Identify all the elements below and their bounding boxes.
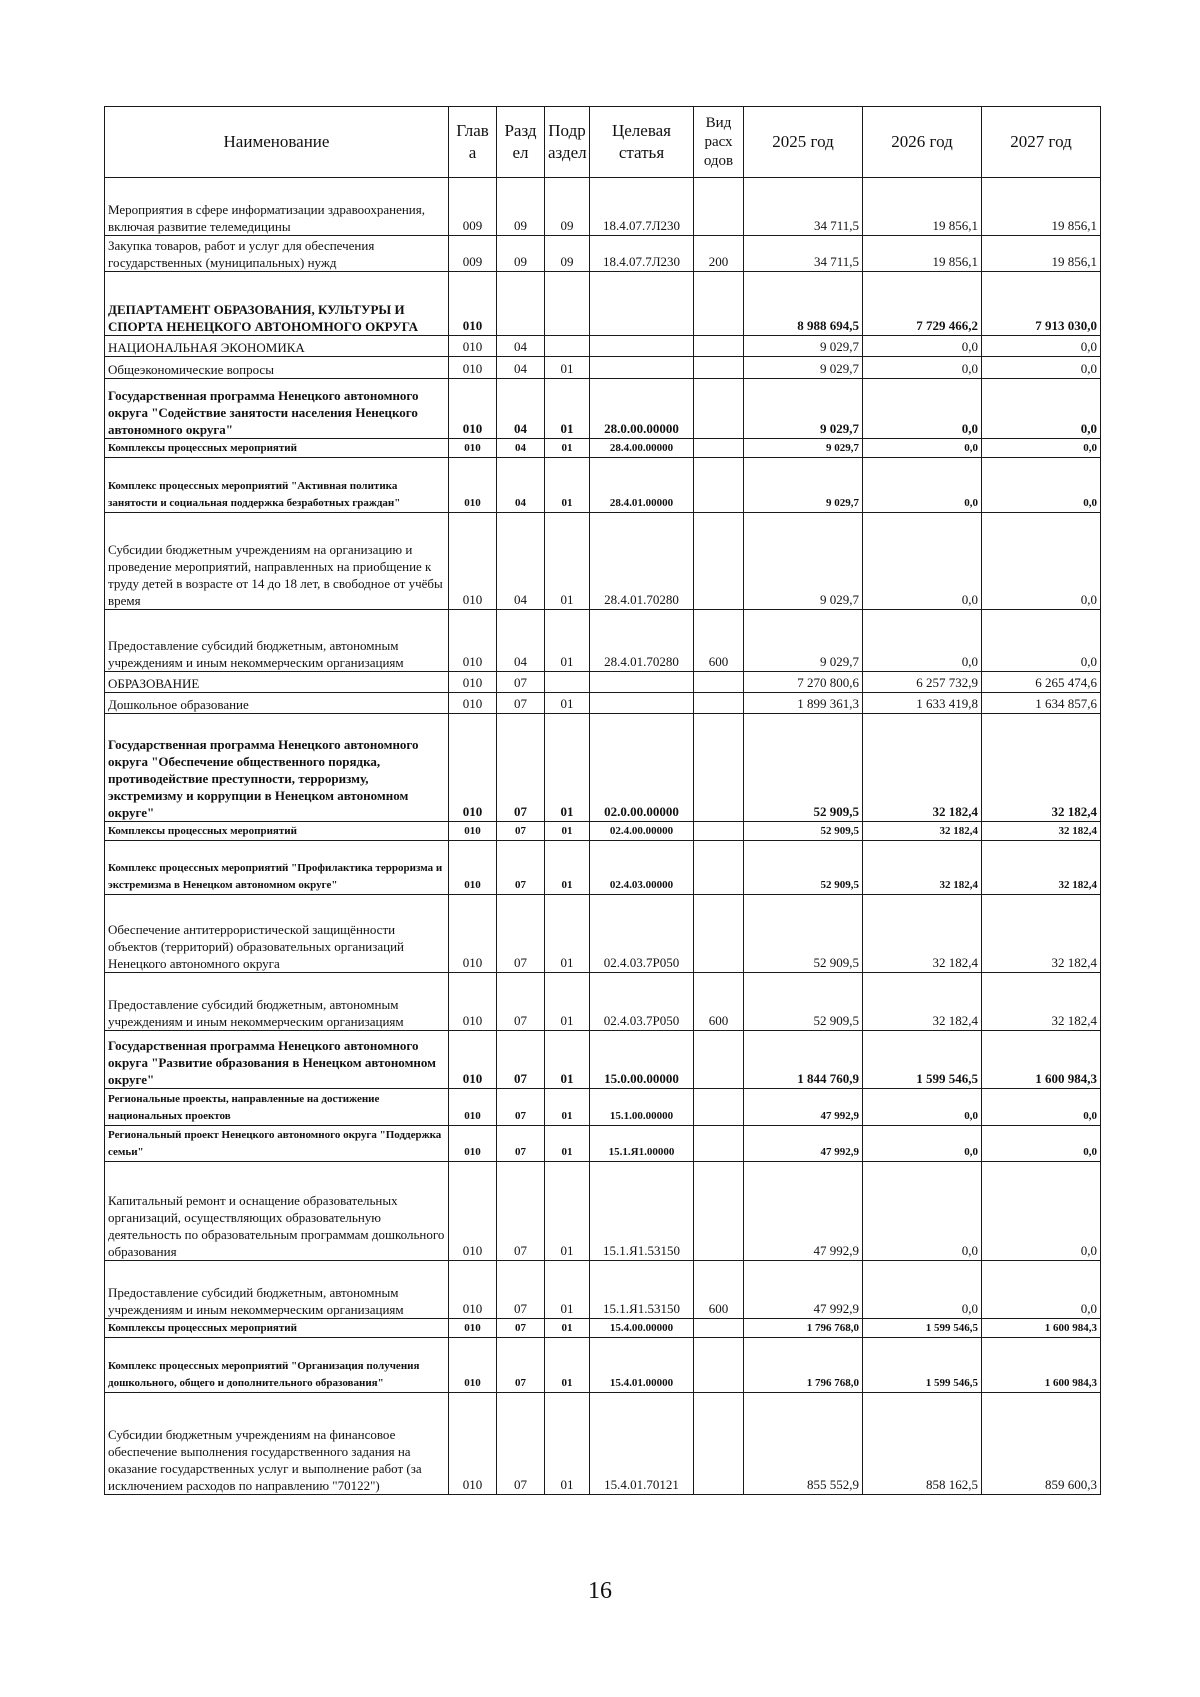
cell-tselevaya: 15.1.00.00000 <box>590 1089 694 1126</box>
cell-name: Закупка товаров, работ и услуг для обеспечения государственных (муниципальных) нужд <box>105 236 449 272</box>
table-row <box>105 895 1101 973</box>
cell-y2026: 0,0 <box>863 1126 982 1162</box>
cell-podrazdel: 01 <box>545 458 590 513</box>
cell-y2025: 47 992,9 <box>744 1261 863 1319</box>
cell-podrazdel: 01 <box>545 1319 590 1338</box>
cell-tselevaya: 18.4.07.7Л230 <box>590 236 694 272</box>
table-row <box>105 1126 1101 1162</box>
cell-y2026: 32 182,4 <box>863 714 982 822</box>
table-row <box>105 822 1101 841</box>
cell-vid <box>694 357 744 379</box>
table-row <box>105 1319 1101 1338</box>
cell-podrazdel: 01 <box>545 513 590 610</box>
cell-vid: 600 <box>694 973 744 1031</box>
cell-glava: 010 <box>449 1162 497 1261</box>
cell-podrazdel: 01 <box>545 610 590 672</box>
cell-name: Предоставление субсидий бюджетным, автономным учреждениям и иным некоммерческим организациям <box>105 973 449 1031</box>
cell-y2025: 9 029,7 <box>744 357 863 379</box>
cell-tselevaya: 15.1.Я1.53150 <box>590 1261 694 1319</box>
table-row <box>105 1338 1101 1393</box>
cell-y2026: 0,0 <box>863 439 982 458</box>
cell-podrazdel: 09 <box>545 236 590 272</box>
cell-y2025: 47 992,9 <box>744 1126 863 1162</box>
cell-y2026: 6 257 732,9 <box>863 672 982 693</box>
table-row <box>105 379 1101 439</box>
table-row <box>105 178 1101 236</box>
cell-glava: 010 <box>449 841 497 895</box>
cell-y2025: 52 909,5 <box>744 714 863 822</box>
cell-razdel: 07 <box>497 714 545 822</box>
cell-vid <box>694 458 744 513</box>
header-name: Наименование <box>105 107 449 178</box>
cell-y2026: 0,0 <box>863 379 982 439</box>
cell-razdel: 09 <box>497 178 545 236</box>
cell-glava: 010 <box>449 272 497 336</box>
cell-y2025: 9 029,7 <box>744 336 863 357</box>
cell-y2025: 52 909,5 <box>744 822 863 841</box>
cell-y2027: 19 856,1 <box>982 178 1101 236</box>
cell-podrazdel: 01 <box>545 357 590 379</box>
cell-y2026: 1 599 546,5 <box>863 1338 982 1393</box>
cell-y2025: 9 029,7 <box>744 513 863 610</box>
cell-y2026: 1 633 419,8 <box>863 693 982 714</box>
cell-vid <box>694 1126 744 1162</box>
cell-vid <box>694 895 744 973</box>
cell-name: Дошкольное образование <box>105 693 449 714</box>
cell-podrazdel: 09 <box>545 178 590 236</box>
cell-y2025: 7 270 800,6 <box>744 672 863 693</box>
cell-glava: 010 <box>449 1319 497 1338</box>
cell-razdel: 07 <box>497 1319 545 1338</box>
cell-y2026: 0,0 <box>863 1089 982 1126</box>
cell-name: Комплексы процессных мероприятий <box>105 1319 449 1338</box>
cell-glava: 010 <box>449 1031 497 1089</box>
cell-glava: 010 <box>449 610 497 672</box>
table-row <box>105 1393 1101 1495</box>
cell-name: Мероприятия в сфере информатизации здравоохранения, включая развитие телемедицины <box>105 178 449 236</box>
table-body <box>105 178 1101 1495</box>
table-row <box>105 1031 1101 1089</box>
cell-name: Субсидии бюджетным учреждениям на организацию и проведение мероприятий, направленных на приобщение к труду детей в возрасте от 14 до 18 лет, в свободное от учёбы время <box>105 513 449 610</box>
cell-y2026: 0,0 <box>863 357 982 379</box>
cell-vid <box>694 336 744 357</box>
header-2026: 2026 год <box>863 107 982 178</box>
header-2027: 2027 год <box>982 107 1101 178</box>
table-row <box>105 272 1101 336</box>
cell-vid <box>694 513 744 610</box>
cell-vid <box>694 822 744 841</box>
cell-y2026: 858 162,5 <box>863 1393 982 1495</box>
cell-tselevaya: 15.4.00.00000 <box>590 1319 694 1338</box>
table-row <box>105 513 1101 610</box>
cell-y2025: 9 029,7 <box>744 379 863 439</box>
cell-tselevaya: 15.1.Я1.00000 <box>590 1126 694 1162</box>
table-row <box>105 973 1101 1031</box>
budget-table <box>104 106 1101 1495</box>
cell-y2026: 0,0 <box>863 1261 982 1319</box>
header-glava: Глав а <box>449 107 497 178</box>
cell-tselevaya: 15.4.01.70121 <box>590 1393 694 1495</box>
cell-tselevaya: 02.4.03.7Р050 <box>590 895 694 973</box>
cell-y2025: 34 711,5 <box>744 236 863 272</box>
cell-vid <box>694 1089 744 1126</box>
cell-name: Комплексы процессных мероприятий <box>105 439 449 458</box>
cell-name: Капитальный ремонт и оснащение образовательных организаций, осуществляющих образовательную деятельность по образовательным программам дошкольного образования <box>105 1162 449 1261</box>
cell-y2025: 9 029,7 <box>744 610 863 672</box>
cell-glava: 010 <box>449 822 497 841</box>
cell-podrazdel: 01 <box>545 1089 590 1126</box>
page-number: 16 <box>588 1578 612 1604</box>
cell-tselevaya <box>590 693 694 714</box>
cell-podrazdel: 01 <box>545 379 590 439</box>
cell-glava: 009 <box>449 178 497 236</box>
cell-y2026: 0,0 <box>863 610 982 672</box>
cell-tselevaya: 28.4.01.00000 <box>590 458 694 513</box>
cell-y2025: 52 909,5 <box>744 895 863 973</box>
table-row <box>105 357 1101 379</box>
table-row <box>105 841 1101 895</box>
cell-y2027: 1 600 984,3 <box>982 1338 1101 1393</box>
cell-podrazdel <box>545 336 590 357</box>
cell-y2026: 1 599 546,5 <box>863 1319 982 1338</box>
cell-y2025: 52 909,5 <box>744 841 863 895</box>
cell-vid <box>694 1031 744 1089</box>
cell-y2026: 32 182,4 <box>863 895 982 973</box>
cell-tselevaya: 28.4.01.70280 <box>590 513 694 610</box>
cell-tselevaya: 02.0.00.00000 <box>590 714 694 822</box>
cell-y2025: 9 029,7 <box>744 458 863 513</box>
cell-razdel: 04 <box>497 379 545 439</box>
cell-y2027: 32 182,4 <box>982 714 1101 822</box>
table-row <box>105 1089 1101 1126</box>
cell-glava: 010 <box>449 336 497 357</box>
cell-vid <box>694 439 744 458</box>
cell-vid <box>694 672 744 693</box>
cell-y2027: 0,0 <box>982 513 1101 610</box>
cell-vid: 200 <box>694 236 744 272</box>
header-razdel: Разд ел <box>497 107 545 178</box>
cell-vid <box>694 693 744 714</box>
cell-tselevaya <box>590 672 694 693</box>
cell-y2026: 32 182,4 <box>863 822 982 841</box>
cell-razdel: 04 <box>497 610 545 672</box>
cell-podrazdel: 01 <box>545 1261 590 1319</box>
cell-razdel: 07 <box>497 1089 545 1126</box>
cell-podrazdel: 01 <box>545 1031 590 1089</box>
cell-tselevaya: 18.4.07.7Л230 <box>590 178 694 236</box>
cell-name: Государственная программа Ненецкого автономного округа "Содействие занятости населения Ненецкого автономного округа" <box>105 379 449 439</box>
table-header-row <box>105 107 1101 178</box>
cell-name: Субсидии бюджетным учреждениям на финансовое обеспечение выполнения государственного задания на оказание государственных услуг и выполнение работ (за исключением расходов по направлению "70122") <box>105 1393 449 1495</box>
cell-y2027: 859 600,3 <box>982 1393 1101 1495</box>
cell-razdel: 07 <box>497 1126 545 1162</box>
table-row <box>105 439 1101 458</box>
cell-y2027: 32 182,4 <box>982 895 1101 973</box>
cell-podrazdel: 01 <box>545 973 590 1031</box>
cell-y2027: 0,0 <box>982 1162 1101 1261</box>
cell-name: Предоставление субсидий бюджетным, автономным учреждениям и иным некоммерческим организациям <box>105 1261 449 1319</box>
cell-razdel: 07 <box>497 1338 545 1393</box>
cell-tselevaya: 28.0.00.00000 <box>590 379 694 439</box>
cell-razdel: 07 <box>497 895 545 973</box>
cell-razdel: 04 <box>497 439 545 458</box>
cell-podrazdel: 01 <box>545 439 590 458</box>
cell-vid: 600 <box>694 610 744 672</box>
cell-glava: 010 <box>449 513 497 610</box>
cell-podrazdel: 01 <box>545 1393 590 1495</box>
cell-glava: 010 <box>449 672 497 693</box>
cell-razdel: 04 <box>497 336 545 357</box>
cell-y2025: 1 796 768,0 <box>744 1319 863 1338</box>
header-vid-raskhodov: Вид расх одов <box>694 107 744 178</box>
cell-vid <box>694 1393 744 1495</box>
cell-tselevaya: 28.4.00.00000 <box>590 439 694 458</box>
table-row <box>105 714 1101 822</box>
cell-glava: 010 <box>449 895 497 973</box>
cell-y2025: 8 988 694,5 <box>744 272 863 336</box>
table-row <box>105 610 1101 672</box>
cell-glava: 010 <box>449 379 497 439</box>
cell-y2026: 0,0 <box>863 458 982 513</box>
cell-y2026: 1 599 546,5 <box>863 1031 982 1089</box>
cell-name: Комплекс процессных мероприятий "Организация получения дошкольного, общего и дополнительного образования" <box>105 1338 449 1393</box>
cell-razdel: 04 <box>497 458 545 513</box>
cell-y2027: 0,0 <box>982 458 1101 513</box>
cell-y2027: 0,0 <box>982 1126 1101 1162</box>
cell-y2025: 9 029,7 <box>744 439 863 458</box>
cell-vid <box>694 841 744 895</box>
cell-podrazdel <box>545 272 590 336</box>
cell-vid <box>694 379 744 439</box>
cell-glava: 009 <box>449 236 497 272</box>
cell-glava: 010 <box>449 439 497 458</box>
cell-podrazdel: 01 <box>545 822 590 841</box>
cell-glava: 010 <box>449 1261 497 1319</box>
cell-tselevaya: 15.0.00.00000 <box>590 1031 694 1089</box>
cell-tselevaya: 02.4.03.00000 <box>590 841 694 895</box>
cell-y2026: 19 856,1 <box>863 178 982 236</box>
cell-y2025: 47 992,9 <box>744 1089 863 1126</box>
cell-podrazdel <box>545 672 590 693</box>
cell-y2025: 855 552,9 <box>744 1393 863 1495</box>
header-2025: 2025 год <box>744 107 863 178</box>
cell-razdel: 09 <box>497 236 545 272</box>
table-row <box>105 236 1101 272</box>
cell-y2027: 1 600 984,3 <box>982 1031 1101 1089</box>
cell-glava: 010 <box>449 1338 497 1393</box>
cell-razdel: 07 <box>497 1031 545 1089</box>
cell-name: ДЕПАРТАМЕНТ ОБРАЗОВАНИЯ, КУЛЬТУРЫ И СПОРТА НЕНЕЦКОГО АВТОНОМНОГО ОКРУГА <box>105 272 449 336</box>
cell-tselevaya: 02.4.03.7Р050 <box>590 973 694 1031</box>
cell-y2027: 0,0 <box>982 336 1101 357</box>
cell-y2027: 1 600 984,3 <box>982 1319 1101 1338</box>
cell-razdel: 04 <box>497 513 545 610</box>
cell-podrazdel: 01 <box>545 1162 590 1261</box>
cell-name: Предоставление субсидий бюджетным, автономным учреждениям и иным некоммерческим организациям <box>105 610 449 672</box>
cell-name: Обеспечение антитеррористической защищённости объектов (территорий) образовательных организаций Ненецкого автономного округа <box>105 895 449 973</box>
cell-razdel: 07 <box>497 1393 545 1495</box>
cell-name: Государственная программа Ненецкого автономного округа "Развитие образования в Ненецком автономном округе" <box>105 1031 449 1089</box>
cell-name: НАЦИОНАЛЬНАЯ ЭКОНОМИКА <box>105 336 449 357</box>
cell-razdel <box>497 272 545 336</box>
cell-glava: 010 <box>449 458 497 513</box>
cell-podrazdel: 01 <box>545 714 590 822</box>
cell-podrazdel: 01 <box>545 1126 590 1162</box>
cell-y2027: 0,0 <box>982 357 1101 379</box>
cell-razdel: 07 <box>497 672 545 693</box>
cell-razdel: 07 <box>497 822 545 841</box>
cell-glava: 010 <box>449 1126 497 1162</box>
cell-vid <box>694 272 744 336</box>
cell-y2026: 32 182,4 <box>863 973 982 1031</box>
cell-glava: 010 <box>449 714 497 822</box>
header-tselevaya-statya: Целевая статья <box>590 107 694 178</box>
cell-y2026: 0,0 <box>863 513 982 610</box>
cell-vid <box>694 1162 744 1261</box>
cell-glava: 010 <box>449 1393 497 1495</box>
cell-name: Региональные проекты, направленные на достижение национальных проектов <box>105 1089 449 1126</box>
cell-glava: 010 <box>449 357 497 379</box>
cell-y2026: 0,0 <box>863 336 982 357</box>
cell-y2025: 1 899 361,3 <box>744 693 863 714</box>
cell-name: Комплекс процессных мероприятий "Активная политика занятости и социальная поддержка безработных граждан" <box>105 458 449 513</box>
cell-y2026: 7 729 466,2 <box>863 272 982 336</box>
cell-y2026: 19 856,1 <box>863 236 982 272</box>
cell-podrazdel: 01 <box>545 1338 590 1393</box>
cell-name: Государственная программа Ненецкого автономного округа "Обеспечение общественного порядка, противодействие преступности, терроризму, экстремизму и коррупции в Ненецком автономном округе" <box>105 714 449 822</box>
table-row <box>105 1261 1101 1319</box>
cell-y2025: 47 992,9 <box>744 1162 863 1261</box>
cell-vid: 600 <box>694 1261 744 1319</box>
cell-name: Комплексы процессных мероприятий <box>105 822 449 841</box>
cell-razdel: 07 <box>497 973 545 1031</box>
cell-vid <box>694 178 744 236</box>
table-row <box>105 1162 1101 1261</box>
cell-y2025: 1 796 768,0 <box>744 1338 863 1393</box>
cell-y2027: 0,0 <box>982 439 1101 458</box>
cell-razdel: 07 <box>497 693 545 714</box>
cell-y2027: 0,0 <box>982 1261 1101 1319</box>
cell-tselevaya <box>590 357 694 379</box>
cell-y2027: 32 182,4 <box>982 973 1101 1031</box>
cell-glava: 010 <box>449 693 497 714</box>
cell-y2027: 0,0 <box>982 379 1101 439</box>
cell-razdel: 07 <box>497 1162 545 1261</box>
cell-y2026: 0,0 <box>863 1162 982 1261</box>
cell-tselevaya: 28.4.01.70280 <box>590 610 694 672</box>
cell-glava: 010 <box>449 973 497 1031</box>
cell-razdel: 07 <box>497 841 545 895</box>
header-podrazdel: Подр аздел <box>545 107 590 178</box>
cell-y2027: 6 265 474,6 <box>982 672 1101 693</box>
cell-tselevaya: 15.4.01.00000 <box>590 1338 694 1393</box>
cell-y2025: 52 909,5 <box>744 973 863 1031</box>
table-row <box>105 693 1101 714</box>
cell-vid <box>694 1319 744 1338</box>
cell-tselevaya: 02.4.00.00000 <box>590 822 694 841</box>
cell-y2025: 34 711,5 <box>744 178 863 236</box>
cell-tselevaya <box>590 336 694 357</box>
cell-y2025: 1 844 760,9 <box>744 1031 863 1089</box>
table-row <box>105 672 1101 693</box>
cell-y2027: 19 856,1 <box>982 236 1101 272</box>
cell-y2027: 0,0 <box>982 610 1101 672</box>
cell-y2027: 32 182,4 <box>982 822 1101 841</box>
table-row <box>105 336 1101 357</box>
cell-y2027: 32 182,4 <box>982 841 1101 895</box>
cell-tselevaya <box>590 272 694 336</box>
cell-name: Региональный проект Ненецкого автономного округа "Поддержка семьи" <box>105 1126 449 1162</box>
cell-razdel: 07 <box>497 1261 545 1319</box>
cell-name: Комплекс процессных мероприятий "Профилактика терроризма и экстремизма в Ненецком автономном округе" <box>105 841 449 895</box>
cell-y2027: 0,0 <box>982 1089 1101 1126</box>
table-row <box>105 458 1101 513</box>
cell-y2027: 1 634 857,6 <box>982 693 1101 714</box>
cell-glava: 010 <box>449 1089 497 1126</box>
cell-y2026: 32 182,4 <box>863 841 982 895</box>
cell-name: Общеэкономические вопросы <box>105 357 449 379</box>
cell-podrazdel: 01 <box>545 693 590 714</box>
cell-razdel: 04 <box>497 357 545 379</box>
cell-y2027: 7 913 030,0 <box>982 272 1101 336</box>
cell-podrazdel: 01 <box>545 841 590 895</box>
cell-tselevaya: 15.1.Я1.53150 <box>590 1162 694 1261</box>
cell-name: ОБРАЗОВАНИЕ <box>105 672 449 693</box>
cell-vid <box>694 714 744 822</box>
cell-podrazdel: 01 <box>545 895 590 973</box>
cell-vid <box>694 1338 744 1393</box>
